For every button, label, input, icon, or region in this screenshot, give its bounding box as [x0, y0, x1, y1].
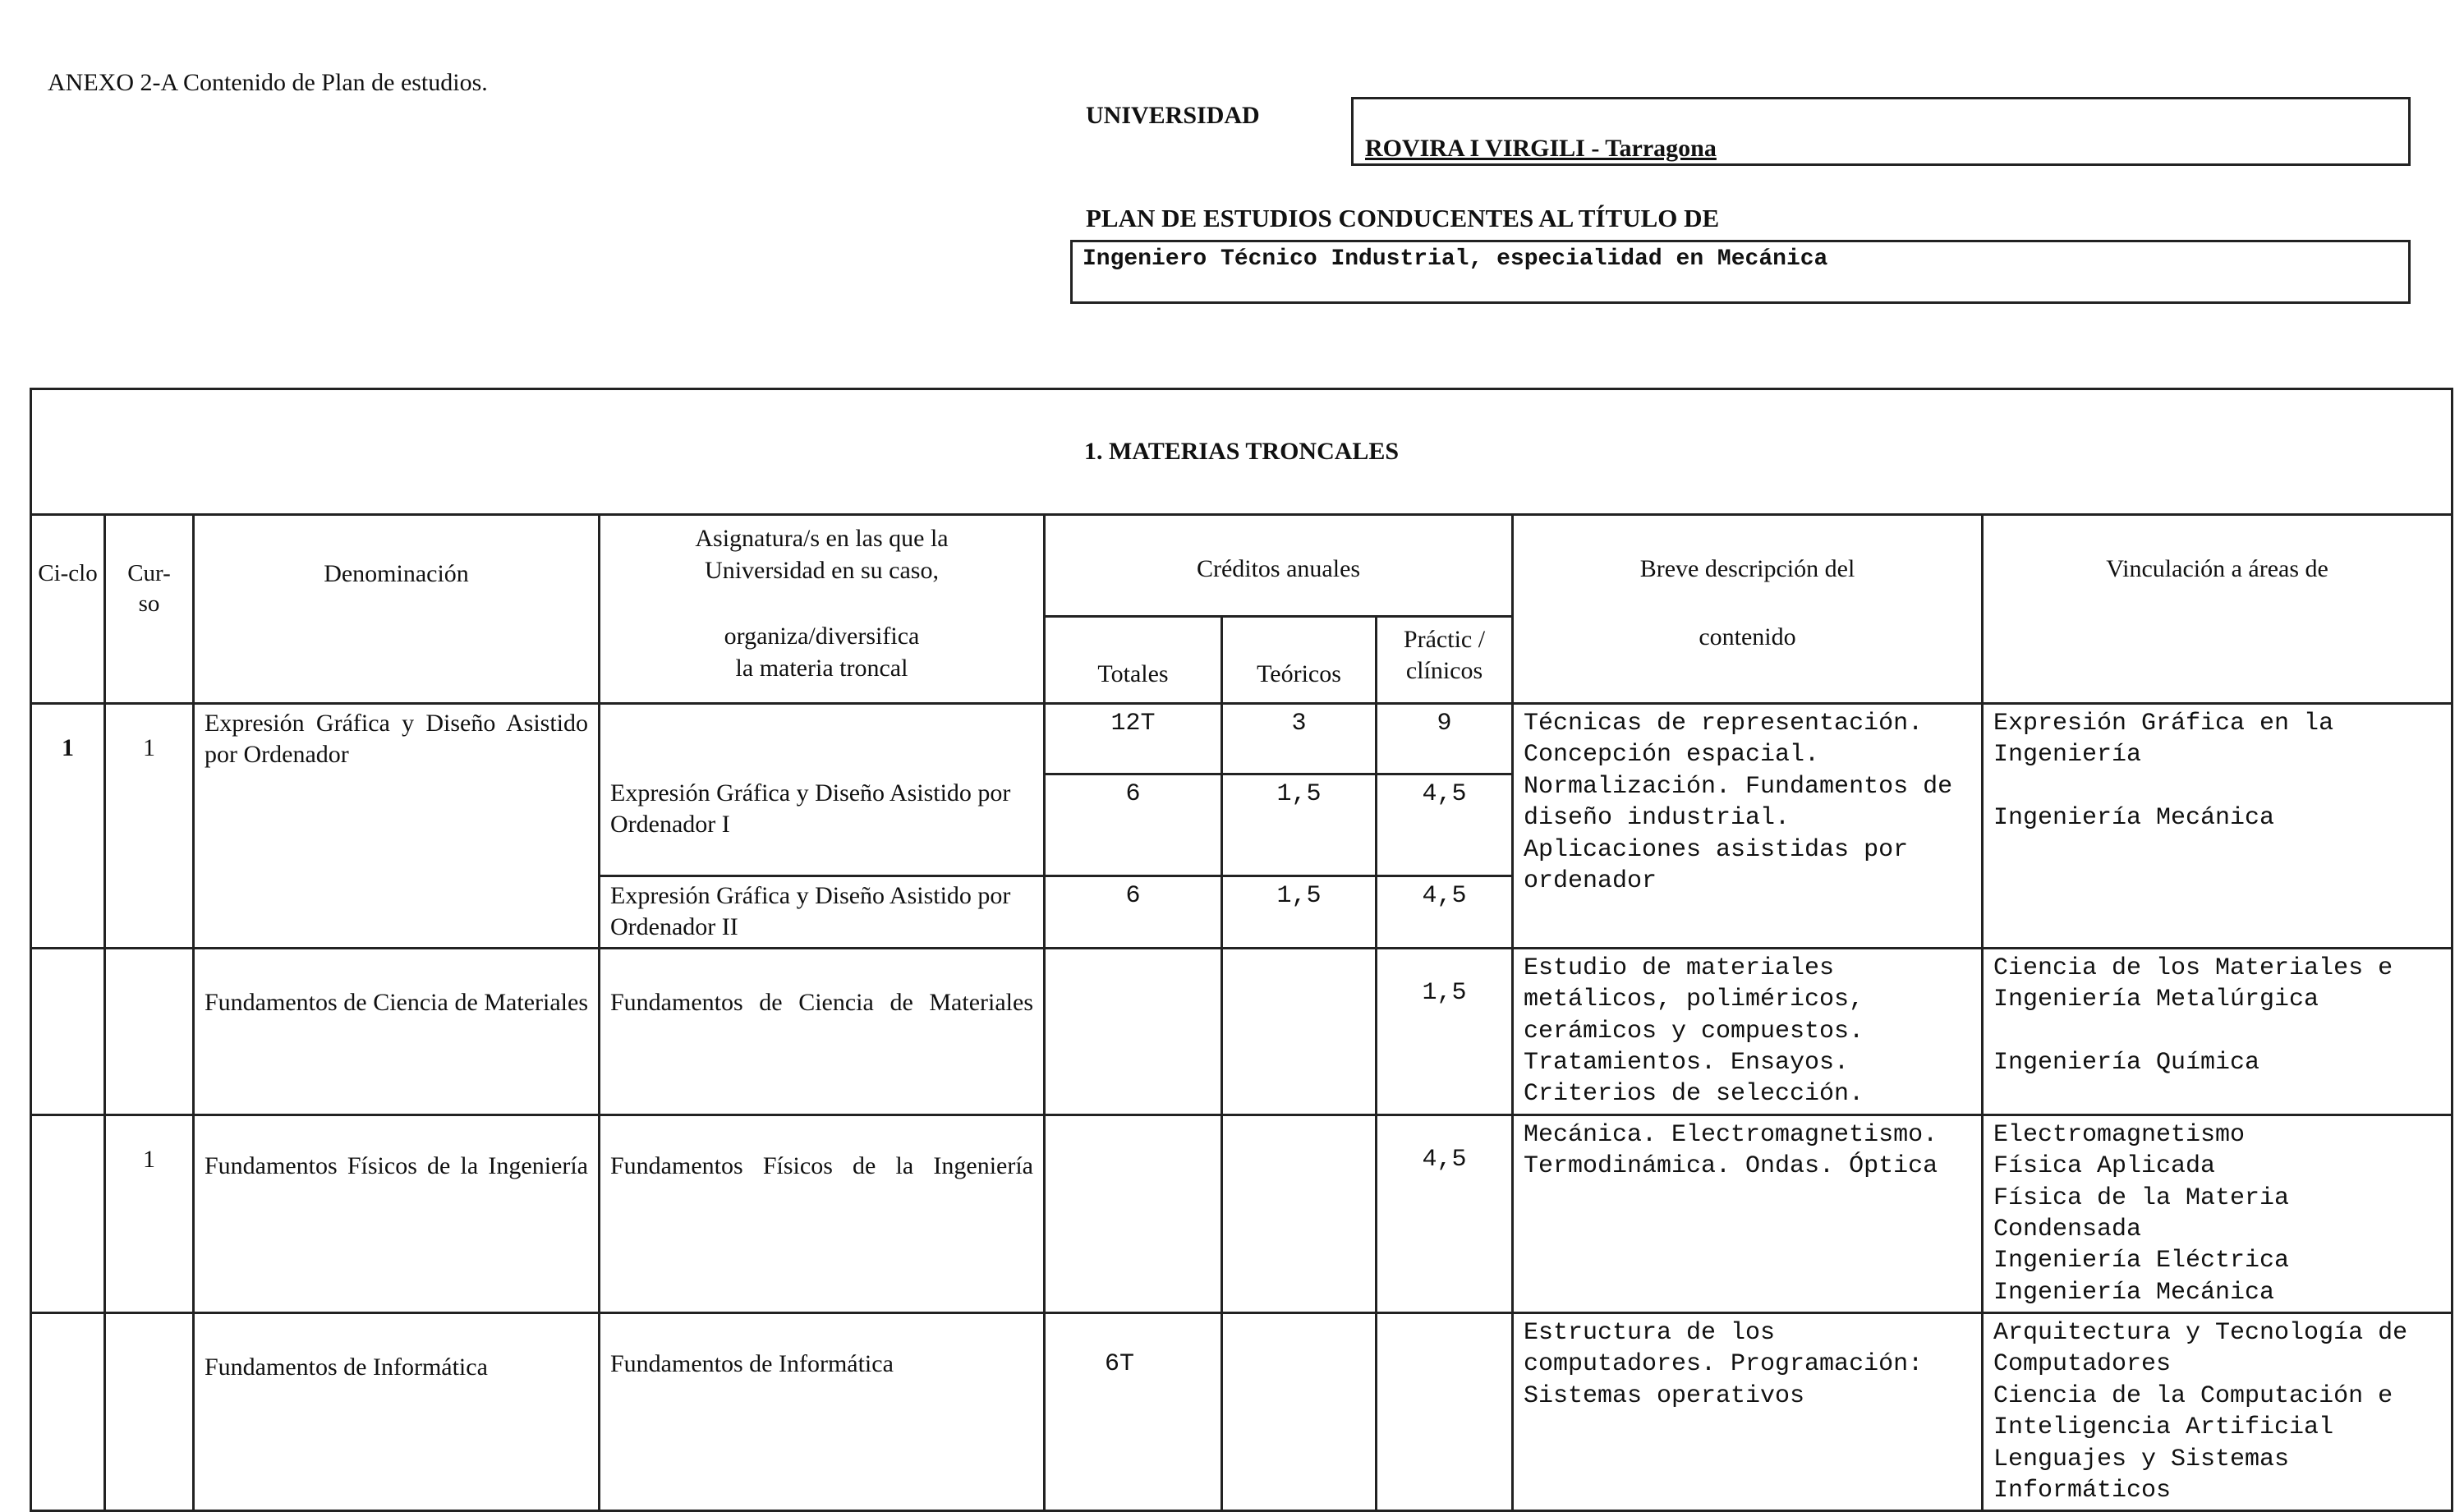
row1-descripcion: Técnicas de representación. Concepción espacial. Normalización. Fundamentos de diseño industrial. Aplicaciones asistidas por ordenador	[1513, 704, 1983, 949]
plan-label: PLAN DE ESTUDIOS CONDUCENTES AL TÍTULO DE	[1086, 204, 1720, 232]
row3-descripcion: Mecánica. Electromagnetismo. Termodinámica. Ondas. Óptica	[1513, 1114, 1983, 1312]
header-teoricos: Teóricos	[1222, 617, 1377, 704]
row3-vinc-1: Física Aplicada	[1993, 1152, 2216, 1181]
university-label: UNIVERSIDAD	[1086, 102, 1260, 129]
header-ciclo: Ci-clo	[31, 515, 105, 704]
row4-teoricos	[1222, 1313, 1377, 1511]
header-curso: Cur-so	[105, 515, 194, 704]
row1-vinculacion	[1983, 704, 2453, 949]
row3-vinculacion	[1983, 1114, 2453, 1312]
row4-vinc-0: Arquitectura y Tecnología de Computadores	[1993, 1319, 2408, 1379]
header-vinculacion-2	[1983, 617, 2453, 704]
row1-totales-2: 6	[1045, 876, 1222, 949]
row4-totales: 6T	[1045, 1313, 1222, 1511]
plan-title: Ingeniero Técnico Industrial, especialidad en Mecánica	[1083, 246, 1828, 272]
row1-practicos-1: 4,5	[1377, 774, 1513, 876]
university-name: ROVIRA I VIRGILI - Tarragona	[1365, 135, 1717, 162]
row3-vinc-4: Ingeniería Mecánica	[1993, 1278, 2275, 1307]
row3-vinc-2: Física de la Materia Condensada	[1993, 1183, 2290, 1243]
row4-vinc-1: Ciencia de la Computación e Inteligencia Artificial	[1993, 1381, 2393, 1442]
row4-asignatura: Fundamentos de Informática	[600, 1313, 1045, 1511]
table-title: 1. MATERIAS TRONCALES	[31, 389, 2453, 515]
row3-asignatura: Fundamentos Físicos de la Ingeniería	[600, 1114, 1045, 1312]
row2-teoricos	[1222, 948, 1377, 1114]
row1-teoricos-2: 1,5	[1222, 876, 1377, 949]
row1-vinc-1	[1993, 771, 2441, 802]
header-descripcion-2: contenido	[1513, 617, 1983, 704]
row2-vinculacion	[1983, 948, 2453, 1114]
row4-descripcion: Estructura de los computadores. Programación: Sistemas operativos	[1513, 1313, 1983, 1511]
row3-vinc-0: Electromagnetismo	[1993, 1120, 2246, 1149]
row1-asignatura-0	[600, 704, 1045, 774]
row1-denominacion: Expresión Gráfica y Diseño Asistido por Ordenador	[194, 704, 600, 949]
header-denominacion: Denominación	[194, 515, 600, 704]
header-descripcion: Breve descripción del	[1513, 515, 1983, 617]
header-creditos: Créditos anuales	[1045, 515, 1513, 617]
row2-vinc-2: Ingeniería Química	[1993, 1048, 2260, 1077]
row1-asignatura-1: Expresión Gráfica y Diseño Asistido por Ordenador I	[600, 774, 1045, 876]
row1-curso: 1	[105, 704, 194, 949]
row2-ciclo	[31, 948, 105, 1114]
row4-practicos	[1377, 1313, 1513, 1511]
header-vinculacion: Vinculación a áreas de	[1983, 515, 2453, 617]
row1-practicos-0: 9	[1377, 704, 1513, 774]
header-asignatura: Asignatura/s en las que la Universidad en su caso,	[600, 515, 1045, 617]
row3-vinc-3: Ingeniería Eléctrica	[1993, 1247, 2290, 1275]
row1-practicos-2: 4,5	[1377, 876, 1513, 949]
row2-curso	[105, 948, 194, 1114]
row1-ciclo: 1	[31, 704, 105, 949]
row3-curso: 1	[105, 1114, 194, 1312]
row3-totales	[1045, 1114, 1222, 1312]
header-totales: Totales	[1045, 617, 1222, 704]
row1-vinc-2: Ingeniería Mecánica	[1993, 803, 2275, 832]
row2-vinc-1	[1993, 1016, 2441, 1047]
row1-totales-0: 12T	[1045, 704, 1222, 774]
row1-vinc-0: Expresión Gráfica en la Ingeniería	[1993, 710, 2334, 770]
row2-descripcion: Estudio de materiales metálicos, poliméricos, cerámicos y compuestos. Tratamientos. Ensayos. Criterios de selección.	[1513, 948, 1983, 1114]
row3-denominacion: Fundamentos Físicos de la Ingeniería	[194, 1114, 600, 1312]
row2-denominacion: Fundamentos de Ciencia de Materiales	[194, 948, 600, 1114]
row2-totales	[1045, 948, 1222, 1114]
row4-ciclo	[31, 1313, 105, 1511]
row1-totales-1: 6	[1045, 774, 1222, 876]
row4-vinc-2: Lenguajes y Sistemas Informáticos	[1993, 1445, 2290, 1505]
row2-vinc-0: Ciencia de los Materiales e Ingeniería Metalúrgica	[1993, 954, 2393, 1014]
header-practicos: Práctic / clínicos	[1377, 617, 1513, 704]
annex-title: ANEXO 2-A Contenido de Plan de estudios.	[48, 69, 488, 96]
row2-asignatura: Fundamentos de Ciencia de Materiales	[600, 948, 1045, 1114]
row3-ciclo	[31, 1114, 105, 1312]
row4-denominacion: Fundamentos de Informática	[194, 1313, 600, 1511]
materias-troncales-table	[30, 388, 2453, 1512]
row4-curso	[105, 1313, 194, 1511]
row1-teoricos-1: 1,5	[1222, 774, 1377, 876]
row4-vinculacion	[1983, 1313, 2453, 1511]
row3-practicos: 4,5	[1377, 1114, 1513, 1312]
row1-asignatura-2: Expresión Gráfica y Diseño Asistido por Ordenador II	[600, 876, 1045, 949]
row1-teoricos-0: 3	[1222, 704, 1377, 774]
row3-teoricos	[1222, 1114, 1377, 1312]
row2-practicos: 1,5	[1377, 948, 1513, 1114]
header-asignatura-2: organiza/diversifica la materia troncal	[600, 617, 1045, 704]
